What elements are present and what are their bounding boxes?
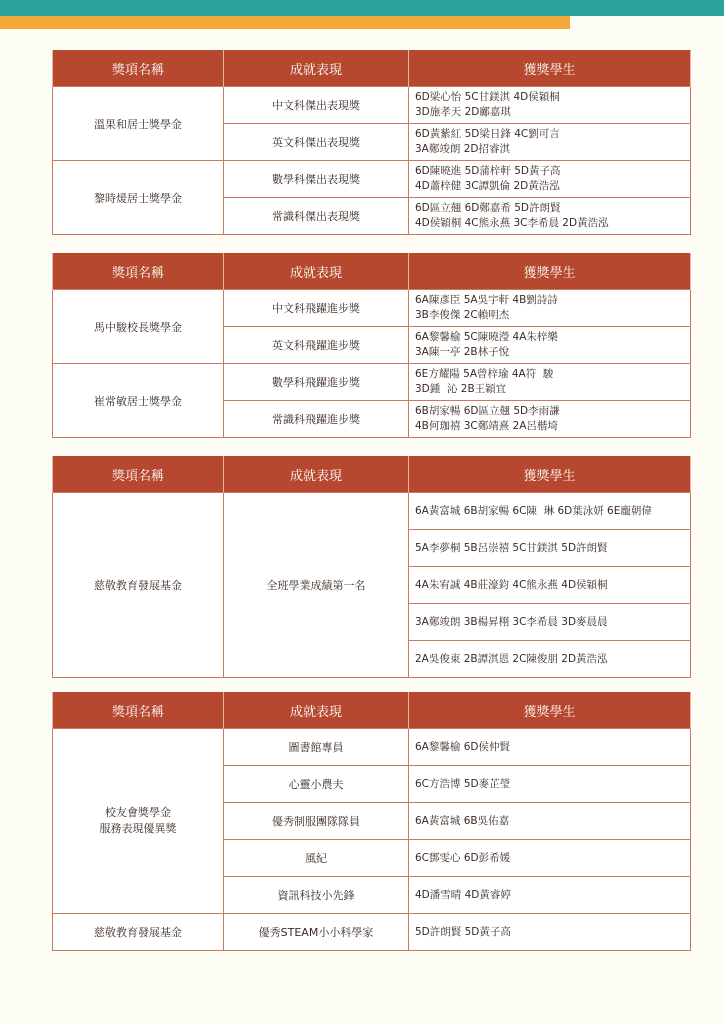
top-teal-band	[0, 0, 724, 16]
student-line: 4D侯穎桐 4C熊永燕 3C李希晨 2D黃浩泓	[415, 217, 609, 229]
student-line: 4A朱宥誠 4B莊濠鈞 4C熊永燕 4D侯穎桐	[415, 578, 608, 591]
performance-cell: 心靈小農夫	[224, 766, 409, 803]
table-row	[53, 493, 691, 530]
award-table-progress	[52, 253, 691, 438]
performance-cell: 中文科傑出表現獎	[224, 87, 409, 124]
header-performance: 成就表現	[224, 50, 409, 87]
award-name-cell: 慈敬教育發展基金	[53, 914, 224, 951]
performance-cell: 資訊科技小先鋒	[224, 877, 409, 914]
students-cell	[409, 198, 691, 235]
student-line: 6D梁心怡 5C甘鎂淇 4D侯穎桐	[415, 91, 560, 103]
performance-cell: 全班學業成績第一名	[224, 493, 409, 678]
performance-cell: 數學科飛躍進步獎	[224, 364, 409, 401]
performance-cell: 圖書館專員	[224, 729, 409, 766]
header-performance: 成就表現	[224, 692, 409, 729]
header-performance: 成就表現	[224, 456, 409, 493]
award-name-cell: 慈敬教育發展基金	[53, 493, 224, 678]
student-line: 6D黃紫紅 5D梁日鋒 4C劉可言	[415, 128, 560, 140]
award-name-line: 校友會獎學金	[105, 806, 171, 819]
student-line: 6C鄧雯心 6D彭希媛	[415, 851, 511, 864]
table-row	[53, 364, 691, 401]
header-students: 獲獎學生	[409, 456, 691, 493]
table-header-row	[53, 253, 691, 290]
table-header-row	[53, 456, 691, 493]
header-award-name: 獎項名稱	[53, 50, 224, 87]
student-line: 6A黃富城 6B吳佑嘉	[415, 814, 510, 827]
performance-cell: 英文科傑出表現獎	[224, 124, 409, 161]
table-row	[53, 87, 691, 124]
header-award-name: 獎項名稱	[53, 456, 224, 493]
student-line: 6D區立翹 6D鄭嘉希 5D許朗賢	[415, 202, 561, 214]
students-cell	[409, 914, 691, 951]
student-line: 6E方耀陽 5A曾梓瑜 4A符 駿	[415, 368, 554, 380]
header-performance: 成就表現	[224, 253, 409, 290]
students-cell	[409, 493, 691, 530]
students-cell	[409, 364, 691, 401]
students-cell	[409, 840, 691, 877]
student-line: 3D鍾 沁 2B王穎宜	[415, 383, 507, 395]
header-award-name: 獎項名稱	[53, 253, 224, 290]
student-line: 6A黎馨榆 5C陳曉瀅 4A朱梓樂	[415, 331, 558, 343]
student-line: 3B李俊傑 2C賴明杰	[415, 309, 510, 321]
table-row	[53, 914, 691, 951]
header-award-name: 獎項名稱	[53, 692, 224, 729]
performance-cell: 中文科飛躍進步獎	[224, 290, 409, 327]
performance-cell: 優秀制服團隊隊員	[224, 803, 409, 840]
award-name-cell: 崔常敏居士獎學金	[53, 364, 224, 438]
student-line: 6D陳曉進 5D蒲梓軒 5D黃子高	[415, 165, 561, 177]
students-cell	[409, 604, 691, 641]
students-cell	[409, 766, 691, 803]
students-cell	[409, 729, 691, 766]
performance-cell: 英文科飛躍進步獎	[224, 327, 409, 364]
student-line: 6A黎馨榆 6D侯仲賢	[415, 740, 510, 753]
student-line: 4D蕭梓健 3C譚凱倫 2D黃浩泓	[415, 180, 560, 192]
table-header-row	[53, 692, 691, 729]
table-row	[53, 729, 691, 766]
student-line: 6A陳彥臣 5A吳宇軒 4B劉詩詩	[415, 294, 558, 306]
students-cell	[409, 124, 691, 161]
student-line: 5D許朗賢 5D黃子高	[415, 925, 511, 938]
performance-cell: 風紀	[224, 840, 409, 877]
table-row	[53, 290, 691, 327]
performance-cell: 常識科傑出表現獎	[224, 198, 409, 235]
header-students: 獲獎學生	[409, 50, 691, 87]
students-cell	[409, 877, 691, 914]
student-line: 3D施孝天 2D鄺嘉琪	[415, 106, 511, 118]
students-cell	[409, 530, 691, 567]
award-name-cell: 馬中駿校長獎學金	[53, 290, 224, 364]
students-cell	[409, 161, 691, 198]
students-cell	[409, 327, 691, 364]
student-line: 6A黃富城 6B胡家暢 6C陳 琳 6D葉泳妍 6E龐朝偉	[415, 504, 652, 517]
students-cell	[409, 641, 691, 678]
students-cell	[409, 401, 691, 438]
student-line: 3A陳一亭 2B林子悅	[415, 346, 510, 358]
performance-cell: 優秀STEAM小小科學家	[224, 914, 409, 951]
award-name-line: 服務表現優異獎	[99, 822, 177, 835]
top-orange-band	[0, 16, 570, 29]
students-cell	[409, 803, 691, 840]
student-line: 2A吳俊東 2B譚淇恩 2C陳俊朋 2D黃浩泓	[415, 652, 608, 665]
student-line: 6C方浩博 5D麥芷瑩	[415, 777, 511, 790]
student-line: 6B胡家暢 6D區立翹 5D李雨謙	[415, 405, 560, 417]
student-line: 4D潘雪晴 4D黃睿婷	[415, 888, 511, 901]
performance-cell: 數學科傑出表現獎	[224, 161, 409, 198]
table-row	[53, 161, 691, 198]
performance-cell: 常識科飛躍進步獎	[224, 401, 409, 438]
student-line: 5A李夢桐 5B呂崇禧 5C甘鎂淇 5D許朗賢	[415, 541, 608, 554]
header-students: 獲獎學生	[409, 253, 691, 290]
header-students: 獲獎學生	[409, 692, 691, 729]
table-header-row	[53, 50, 691, 87]
student-line: 3A鄭竣朗 3B楊昇栩 3C李希晨 3D麥晨晨	[415, 615, 608, 628]
award-name-cell: 溫果和居士獎學金	[53, 87, 224, 161]
students-cell	[409, 290, 691, 327]
students-cell	[409, 87, 691, 124]
award-table-service	[52, 692, 691, 951]
award-table-excellence	[52, 50, 691, 235]
award-name-cell: 黎時煖居士獎學金	[53, 161, 224, 235]
student-line: 3A鄭竣朗 2D招睿淇	[415, 143, 510, 155]
award-name-cell	[53, 729, 224, 914]
student-line: 4B何珈禧 3C鄭靖熹 2A呂楷埼	[415, 420, 558, 432]
award-table-class-top	[52, 456, 691, 678]
students-cell	[409, 567, 691, 604]
